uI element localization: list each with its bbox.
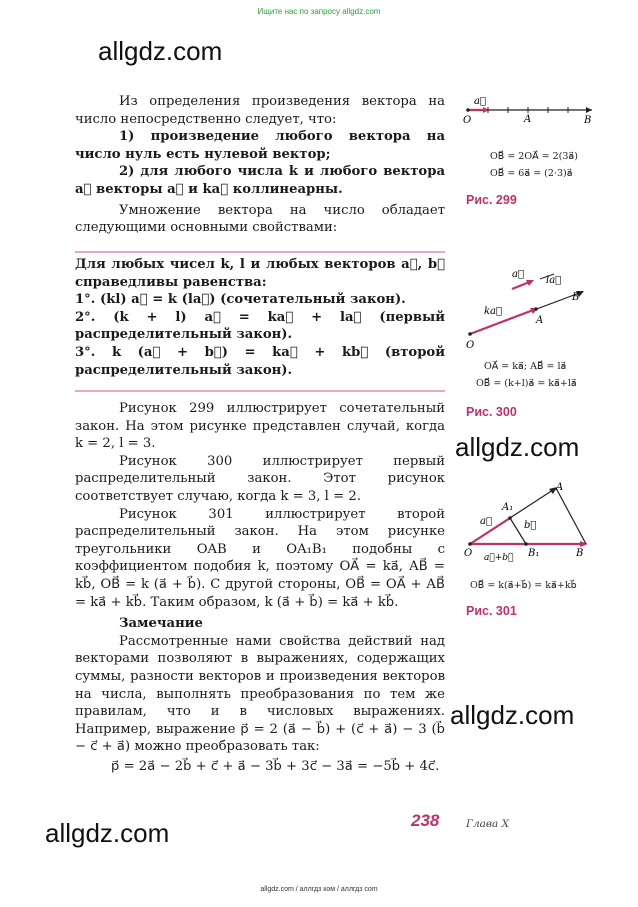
label-O: O (463, 115, 472, 126)
point-A1 (508, 516, 512, 520)
fig301-eq1: OB⃗ = k(a⃗+b⃗) = ka⃗+kb⃗ (470, 580, 577, 591)
watermark-logo: allgdz.com (455, 432, 580, 462)
point-O (466, 108, 470, 112)
properties-box (75, 256, 445, 379)
label-O: O (464, 548, 473, 559)
text-block-top (75, 93, 445, 237)
watermark-top: Ищите нас по запросу allgdz.com (257, 7, 381, 16)
label-a: a⃗ (474, 96, 486, 107)
fig299-eq1: OB⃗ = 2OA⃗ = 2(3a⃗) (490, 151, 578, 162)
arrowhead (586, 107, 592, 113)
property-1: 1°. (kl) a⃗ = k (la⃗) (сочетательный закон). (75, 292, 406, 308)
label-a: a⃗ (480, 516, 492, 527)
figure-301-diagram (460, 476, 600, 568)
label-la: la⃗ (546, 275, 562, 286)
label-a-plus-b: a⃗+b⃗ (484, 553, 514, 563)
fig299-eq2: OB⃗ = 6a⃗ = (2·3)a⃗ (490, 168, 573, 179)
fig301-caption: Рис. 301 (466, 604, 517, 618)
paragraph: Рисунок 300 иллюстрирует первый распределительный закон. Этот рисунок соответствует случаю, когда k = 3, l = 2. (75, 453, 445, 504)
label-B: B (572, 292, 580, 303)
paragraph: Рисунок 301 иллюстрирует второй распределительный закон. На этом рисунке треугольники OAB и OA₁B₁ подобны с коэффициентом подобия k, поэтому OA⃗ = ka⃗, AB⃗ = kb⃗, OB⃗ = k (a⃗ + b⃗). С другой стороны, OB⃗ = OA⃗ + AB⃗ = ka⃗ + kb⃗. Таким образом, k (a⃗ + b⃗) = ka⃗ + kb⃗. (75, 506, 445, 610)
fig299-caption: Рис. 299 (466, 193, 517, 207)
consequence-2: 2) для любого числа k и любого вектора a⃗ векторы a⃗ и ka⃗ коллинеарны. (75, 164, 445, 197)
label-O: O (466, 340, 475, 351)
label-A: A (536, 315, 544, 326)
remark-title: Замечание (119, 616, 203, 632)
paragraph: Из определения произведения вектора на число непосредственно следует, что: (75, 94, 445, 127)
box-intro: Для любых чисел k, l и любых векторов a⃗, b⃗ справедливы равенства: (75, 257, 445, 290)
paragraph: Умножение вектора на число обладает следующими основными свойствами: (75, 202, 445, 236)
fig300-eq2: OB⃗ = (k+l)a⃗ = ka⃗+la⃗ (476, 378, 577, 389)
figure-300-diagram (460, 262, 600, 354)
formula: p⃗ = 2a⃗ − 2b⃗ + c⃗ + a⃗ − 3b⃗ + 3c⃗ − 3a⃗ = −5b⃗ + 4c⃗. (111, 758, 440, 774)
label-A1: A₁ (502, 502, 514, 513)
fig300-caption: Рис. 300 (466, 405, 517, 419)
arrowhead (580, 541, 588, 547)
watermark-logo: allgdz.com (45, 818, 170, 848)
point-A (534, 307, 538, 311)
label-B: B (576, 548, 584, 559)
label-A: A (524, 114, 532, 125)
vector-ka (470, 309, 536, 334)
side-AB (556, 488, 586, 544)
rule-bottom (75, 390, 445, 392)
text-block-bottom (75, 400, 445, 775)
property-3: 3°. k (a⃗ + b⃗) = ka⃗ + kb⃗ (второй распределительный закон). (75, 344, 445, 378)
label-a: a⃗ (512, 269, 524, 280)
watermark-bottom: allgdz.com / аллгдз ком / аллгдз com (260, 886, 378, 893)
point-O (468, 542, 472, 546)
property-2: 2°. (k + l) a⃗ = ka⃗ + la⃗ (первый распределительный закон). (75, 309, 445, 343)
page-number: 238 (411, 811, 440, 830)
paragraph: Рассмотренные нами свойства действий над векторами позволяют в выражениях, содержащих суммы, разности векторов и произведения векторов на числа, выполнять преобразования по тем же правилам, что и в числовых выражениях. Например, выражение p⃗ = 2 (a⃗ − b⃗) + (c⃗ + a⃗) − 3 (b⃗ − c⃗ + a⃗) можно преобразовать так: (75, 633, 445, 755)
fig300-eq1: OA⃗ = ka⃗; AB⃗ = la⃗ (484, 361, 567, 372)
watermark-logo: allgdz.com (98, 36, 223, 66)
point-B1 (524, 542, 528, 546)
label-ka: ka⃗ (484, 306, 503, 317)
label-B: B (584, 115, 592, 126)
label-A: A (556, 482, 564, 493)
paragraph: Рисунок 299 иллюстрирует сочетательный закон. На этом рисунке представлен случай, когда k = 2, l = 3. (75, 401, 445, 452)
rule-top (75, 251, 445, 253)
label-b: b⃗ (524, 520, 537, 531)
watermark-logo: allgdz.com (450, 700, 575, 730)
figure-299-diagram (460, 92, 600, 128)
consequence-1: 1) произведение любого вектора на число нуль есть нулевой вектор; (75, 129, 445, 162)
point-O (468, 332, 472, 336)
chapter-label: Глава X (466, 818, 510, 830)
label-B1: B₁ (528, 548, 540, 559)
